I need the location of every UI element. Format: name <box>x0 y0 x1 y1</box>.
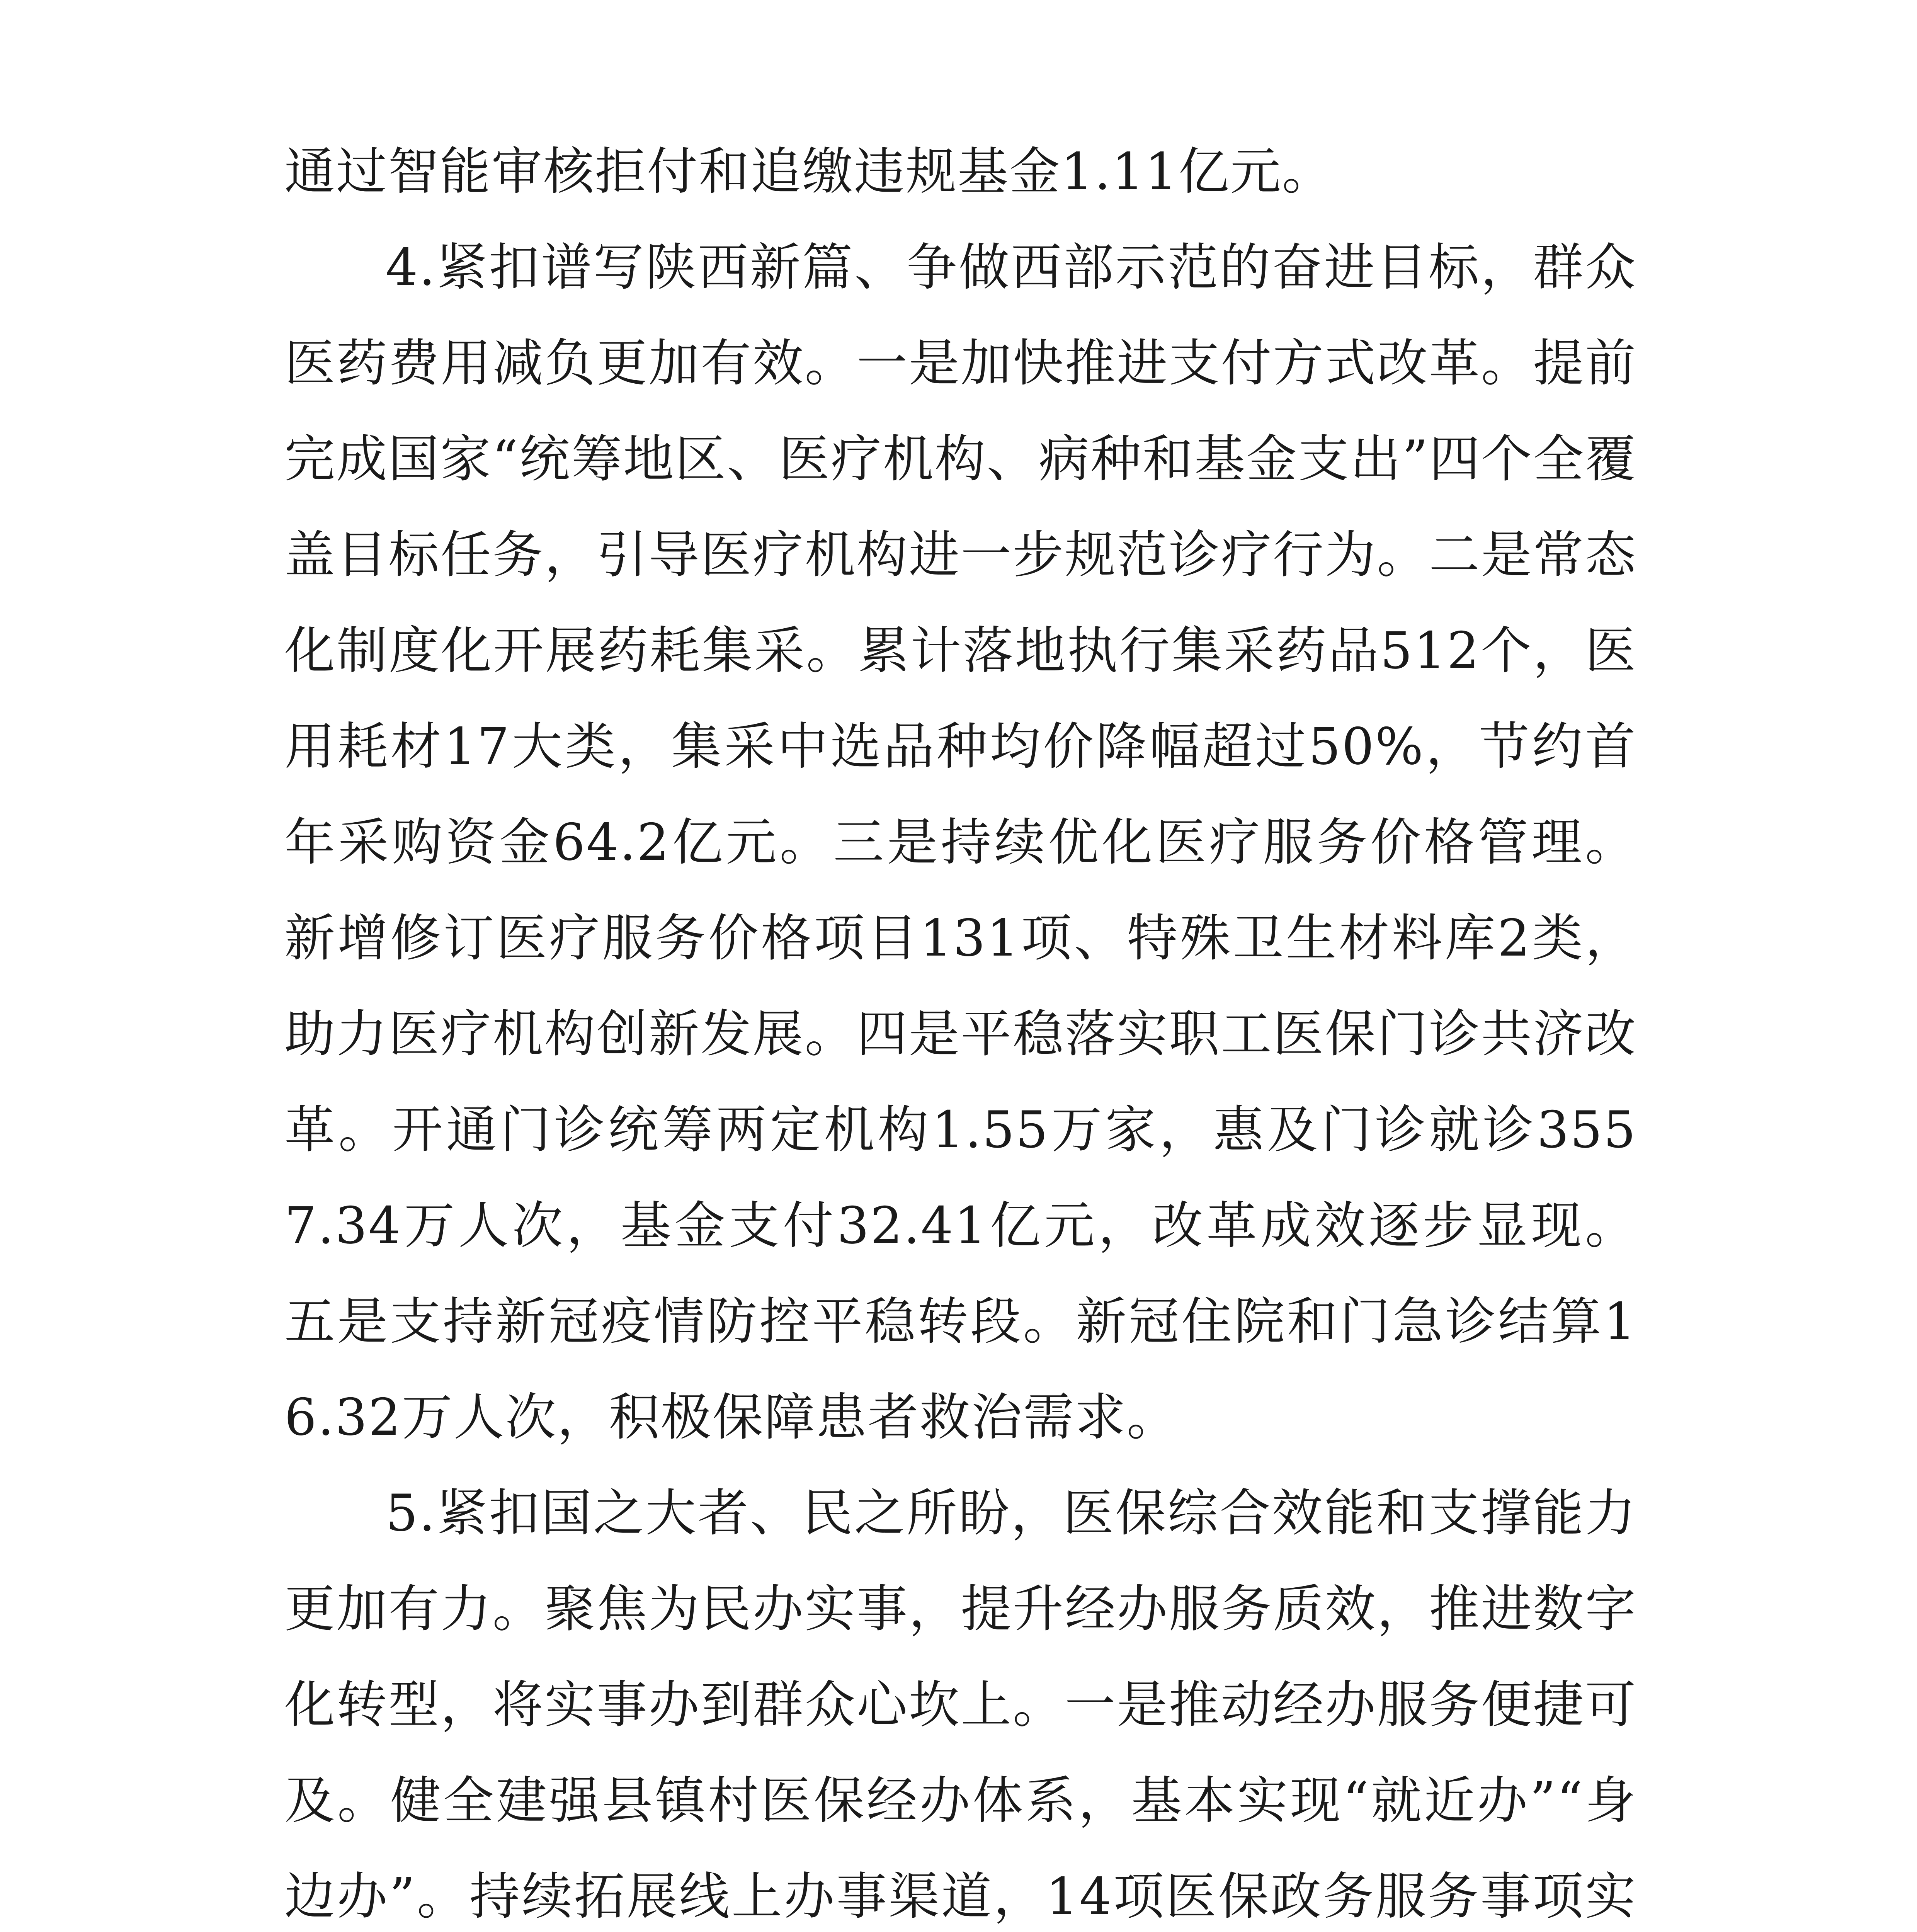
paragraph-2: 4.紧扣谱写陕西新篇、争做西部示范的奋进目标，群众医药费用减负更加有效。一是加快推进支付方式改革。提前完成国家“统筹地区、医疗机构、病种和基金支出”四个全覆盖目标任务，引导医疗机构进一步规范诊疗行为。二是常态化制度化开展药耗集采。累计落地执行集采药品512个，医用耗材17大类，集采中选品种均价降幅超过50%，节约首年采购资金64.2亿元。三是持续优化医疗服务价格管理。新增修订医疗服务价格项目131项、特殊卫生材料库2类，助力医疗机构创新发展。四是平稳落实职工医保门诊共济改革。开通门诊统筹两定机构1.55万家，惠及门诊就诊3557.34万人次，基金支付32.41亿元，改革成效逐步显现。五是支持新冠疫情防控平稳转段。新冠住院和门急诊结算16.32万人次，积极保障患者救治需求。 <box>284 238 1637 1447</box>
paragraph-3: 5.紧扣国之大者、民之所盼，医保综合效能和支撑能力更加有力。聚焦为民办实事，提升经办服务质效，推进数字化转型，将实事办到群众心坎上。一是推动经办服务便捷可及。健全建强县镇村医保经办体系，基本实现“就近办”“身边办”。持续拓展线上办事渠道，14项医保政务服务事项实 <box>284 1483 1637 1926</box>
paragraph-1: 通过智能审核拒付和追缴违规基金1.11亿元。 <box>284 142 1334 201</box>
body-text <box>284 124 1637 1932</box>
